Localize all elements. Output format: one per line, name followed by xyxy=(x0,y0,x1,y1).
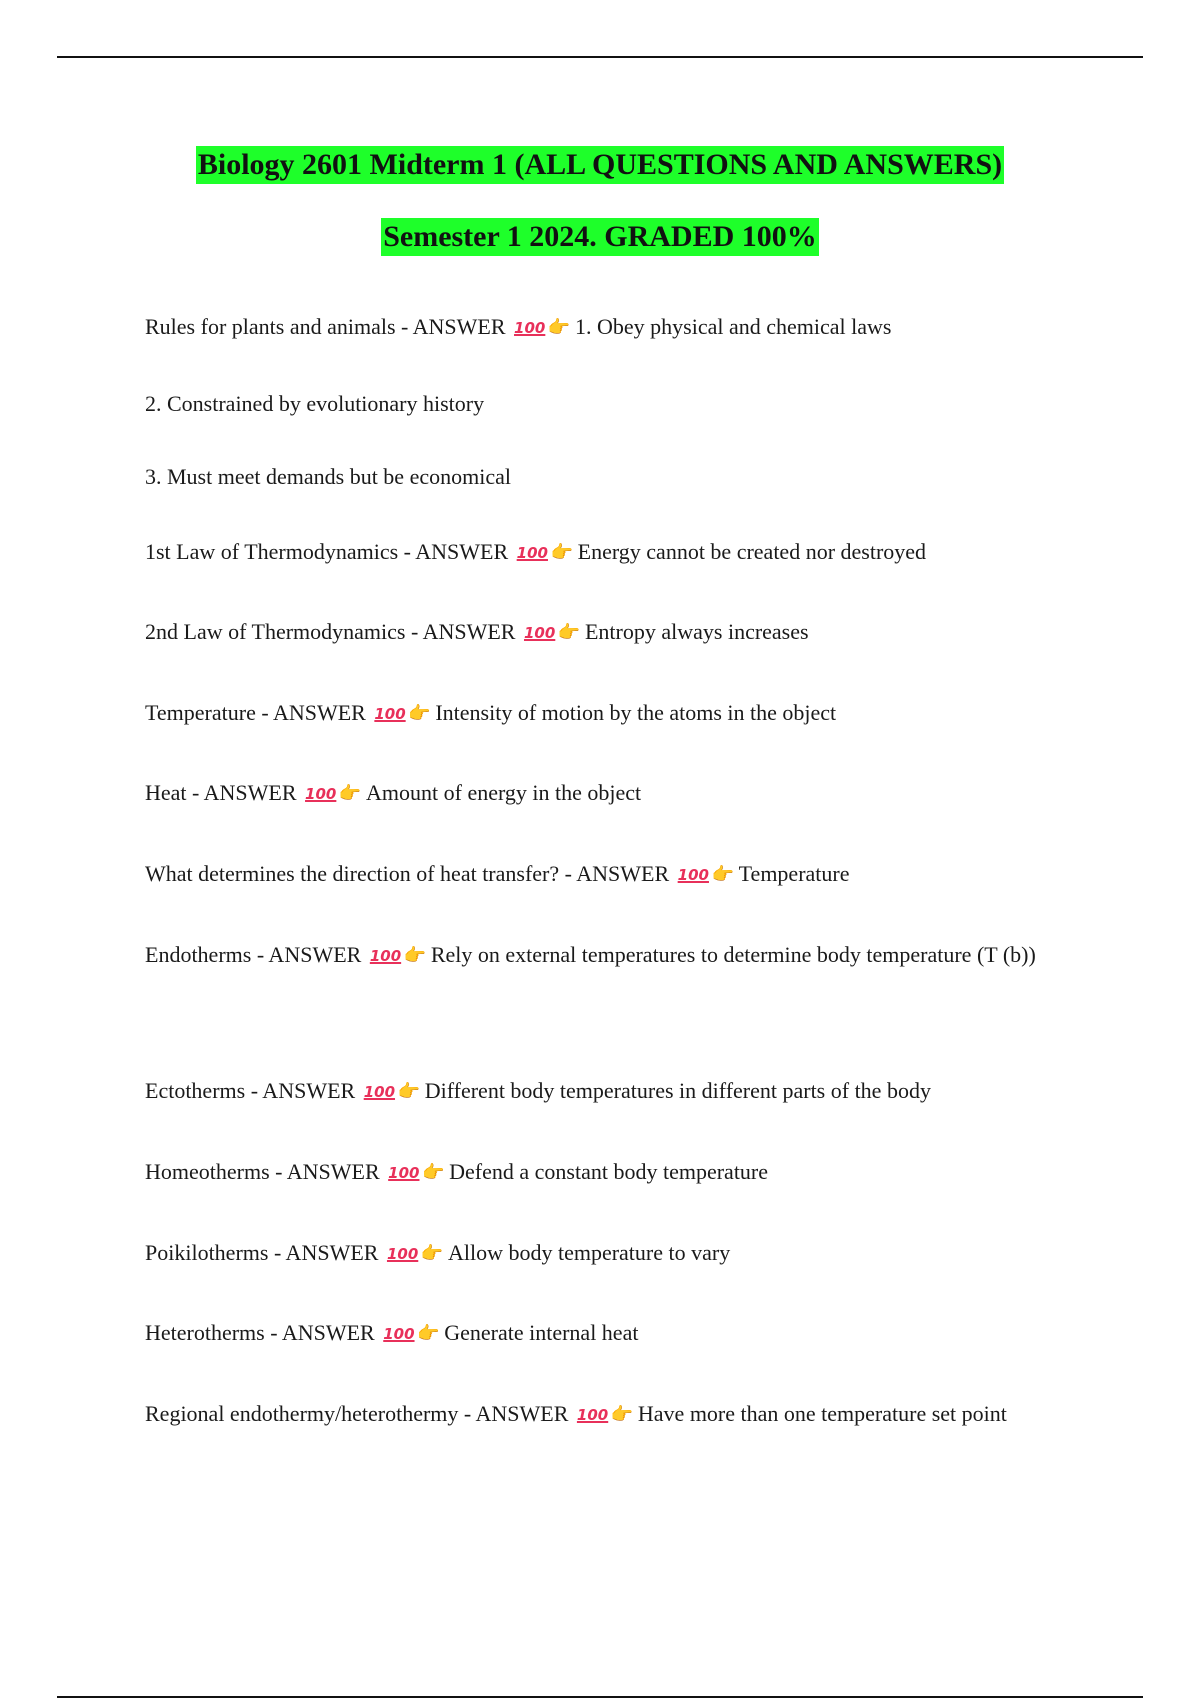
qa-entry xyxy=(145,1238,1105,1269)
qa-entry xyxy=(145,1076,1105,1107)
qa-entry xyxy=(145,462,1105,492)
question-term: Homeotherms - ANSWER xyxy=(145,1159,380,1184)
hundred-points-icon: 100 xyxy=(369,947,402,965)
answer-text: Temperature xyxy=(738,861,850,886)
answer-text: Energy cannot be created nor destroyed xyxy=(577,539,927,564)
hundred-points-icon: 100 xyxy=(374,705,406,723)
qa-entry xyxy=(145,1157,1105,1188)
answer-text: Defend a constant body temperature xyxy=(449,1159,769,1184)
pointing-hand-icon: 👉 xyxy=(550,542,573,563)
hundred-points-icon: 100 xyxy=(677,866,709,884)
document-title: Biology 2601 Midterm 1 (ALL QUESTIONS AND ANSWERS) xyxy=(196,146,1004,184)
pointing-hand-icon: 👉 xyxy=(408,703,431,724)
answer-text: Entropy always increases xyxy=(584,619,809,644)
top-rule xyxy=(57,56,1143,58)
question-term: Rules for plants and animals - ANSWER xyxy=(145,314,506,339)
qa-entry xyxy=(145,312,1105,343)
pointing-hand-icon: 👉 xyxy=(547,317,571,338)
bottom-rule xyxy=(57,1696,1143,1698)
pointing-hand-icon: 👉 xyxy=(557,622,581,643)
qa-entry xyxy=(145,537,1105,568)
pointing-hand-icon: 👉 xyxy=(420,1243,444,1264)
qa-entry xyxy=(145,698,1105,729)
question-term: What determines the direction of heat transfer? - ANSWER xyxy=(145,861,670,886)
hundred-points-icon: 100 xyxy=(576,1406,609,1424)
question-term: 1st Law of Thermodynamics - ANSWER xyxy=(145,539,509,564)
qa-entry xyxy=(145,859,1105,890)
answer-text: Amount of energy in the object xyxy=(366,780,642,805)
answer-text: Intensity of motion by the atoms in the object xyxy=(435,700,837,725)
qa-entry xyxy=(145,617,1105,648)
qa-entry xyxy=(145,778,1105,809)
hundred-points-icon: 100 xyxy=(383,1325,415,1343)
answer-text: Different body temperatures in different parts of the body xyxy=(424,1078,931,1103)
question-term: Heterotherms - ANSWER xyxy=(145,1320,375,1345)
answer-text: 1. Obey physical and chemical laws xyxy=(575,314,892,339)
hundred-points-icon: 100 xyxy=(305,785,337,803)
qa-entry xyxy=(145,1318,1105,1349)
hundred-points-icon: 100 xyxy=(523,624,556,642)
answer-text: Have more than one temperature set point xyxy=(637,1401,1007,1426)
pointing-hand-icon: 👉 xyxy=(711,864,734,885)
hundred-points-icon: 100 xyxy=(386,1245,419,1263)
pointing-hand-icon: 👉 xyxy=(397,1081,420,1102)
qa-entry xyxy=(145,1399,1105,1430)
qa-entry xyxy=(145,925,1105,986)
hundred-points-icon: 100 xyxy=(388,1164,420,1182)
answer-text: Rely on external temperatures to determine body temperature (T (b)) xyxy=(430,942,1036,967)
pointing-hand-icon: 👉 xyxy=(403,945,427,966)
document-subtitle: Semester 1 2024. GRADED 100% xyxy=(381,218,819,256)
question-term: Heat - ANSWER xyxy=(145,780,297,805)
pointing-hand-icon: 👉 xyxy=(417,1323,440,1344)
answer-text: Generate internal heat xyxy=(444,1320,639,1345)
question-term: Temperature - ANSWER xyxy=(145,700,366,725)
answer-continuation: 3. Must meet demands but be economical xyxy=(145,464,511,489)
hundred-points-icon: 100 xyxy=(514,319,546,337)
title-line-2-wrap xyxy=(0,218,1200,256)
answer-continuation: 2. Constrained by evolutionary history xyxy=(145,391,485,416)
question-term: Regional endothermy/heterothermy - ANSWER xyxy=(145,1401,569,1426)
hundred-points-icon: 100 xyxy=(516,544,548,562)
answer-text: Allow body temperature to vary xyxy=(447,1240,731,1265)
qa-entry xyxy=(145,389,1105,419)
title-line-1-wrap xyxy=(0,146,1200,184)
pointing-hand-icon: 👉 xyxy=(421,1162,445,1183)
question-term: 2nd Law of Thermodynamics - ANSWER xyxy=(145,619,516,644)
pointing-hand-icon: 👉 xyxy=(610,1404,634,1425)
pointing-hand-icon: 👉 xyxy=(338,783,362,804)
question-term: Ectotherms - ANSWER xyxy=(145,1078,356,1103)
question-term: Poikilotherms - ANSWER xyxy=(145,1240,379,1265)
hundred-points-icon: 100 xyxy=(363,1083,396,1101)
question-term: Endotherms - ANSWER xyxy=(145,942,362,967)
